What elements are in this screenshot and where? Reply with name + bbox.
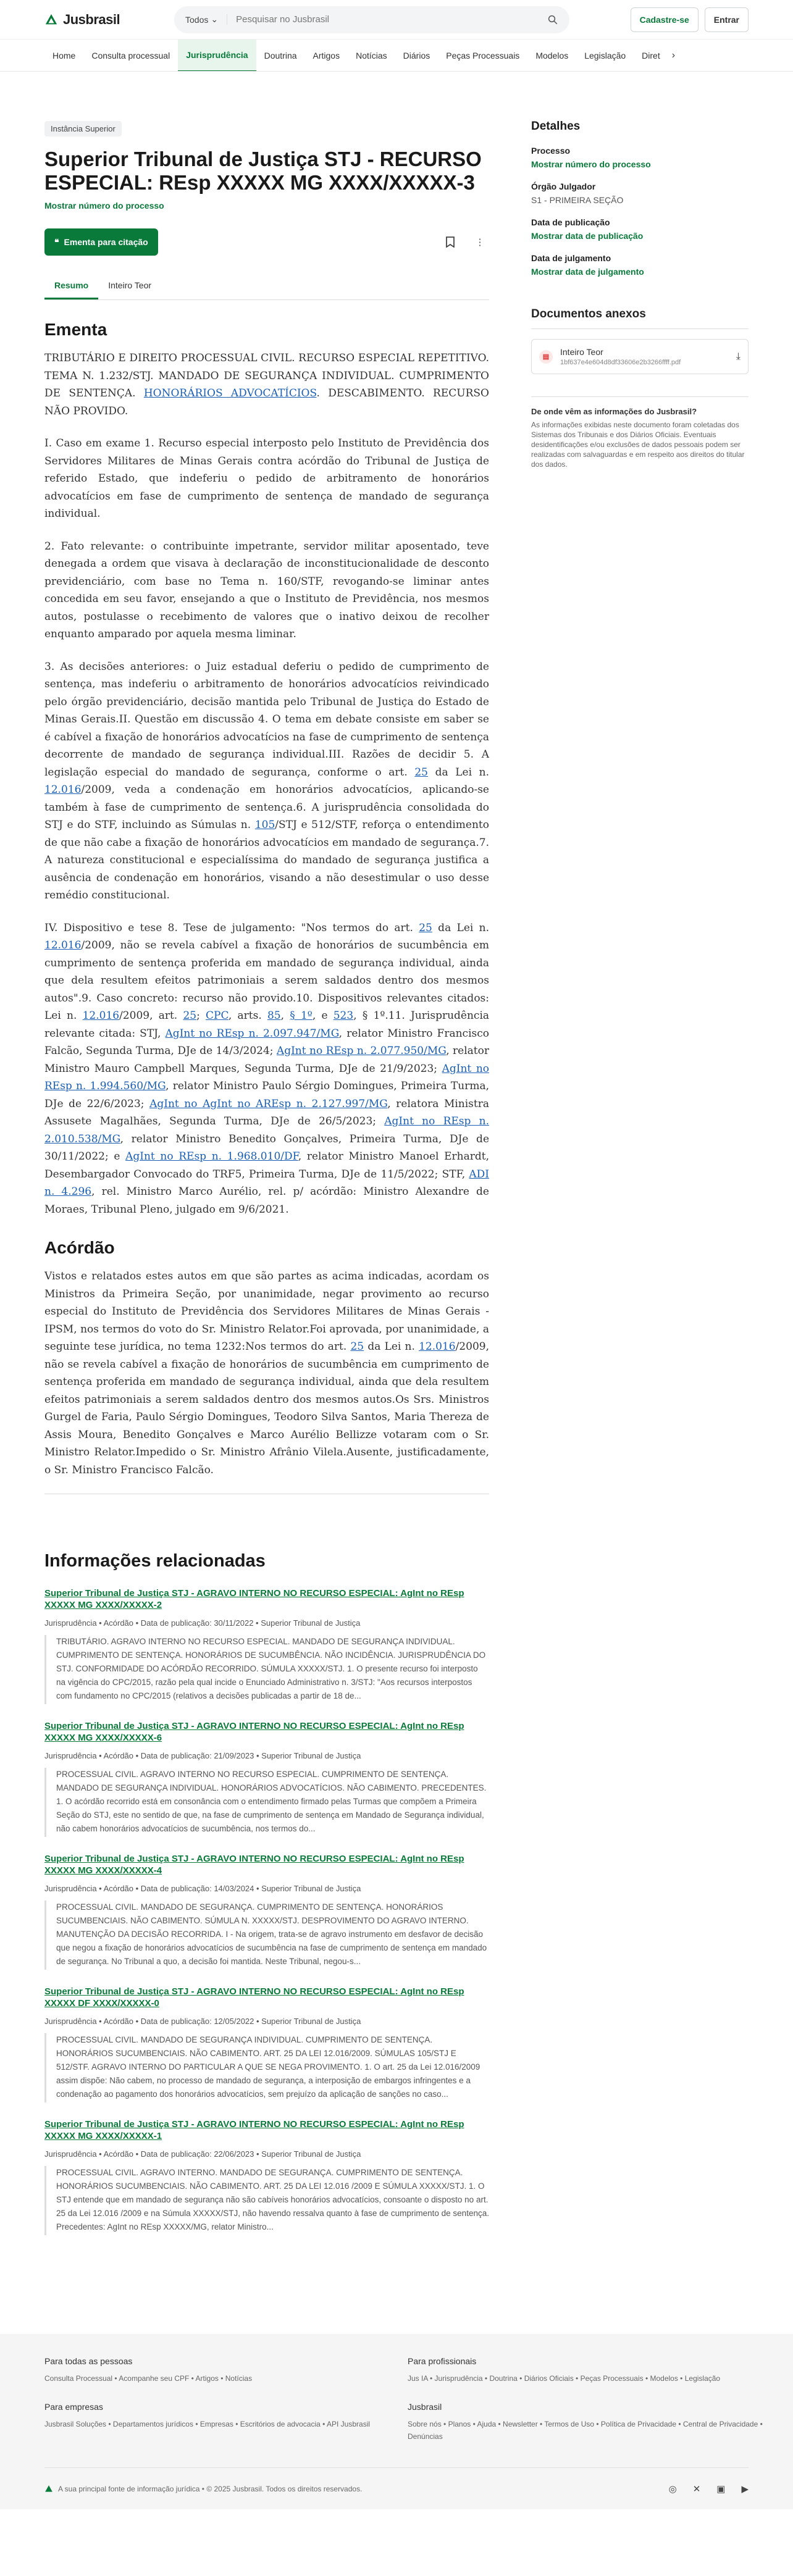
related-item-title[interactable]: Superior Tribunal de Justiça STJ - AGRAVO INTERNO NO RECURSO ESPECIAL: AgInt no REsp XXXXX MG XXXX/XXXXX-6 bbox=[44, 1721, 464, 1743]
tab-inteiro-teor[interactable]: Inteiro Teor bbox=[108, 280, 152, 290]
footer-col-title: Para profissionais bbox=[408, 2356, 477, 2366]
cite-ementa-button[interactable] bbox=[44, 228, 158, 256]
inline-link[interactable]: AgInt no REsp n. 1.994.560/MG bbox=[44, 1062, 490, 1092]
related-item-meta: Jurisprudência • Acórdão • Data de publicação: 14/03/2024 • Superior Tribunal de Justiça bbox=[44, 1884, 361, 1893]
ementa-paragraph: I. Caso em exame 1. Recurso especial interposto pelo Instituto de Previdência dos Servidores Militares de Minas Gerais contra acórdão do Tribunal de Justiça de referido Estado, que indeferiu o pedido de arbitramento de honorários advocatícios em fase de cumprimento de sentença de mandado de segurança individual. bbox=[44, 437, 489, 520]
main-content bbox=[44, 72, 489, 2251]
footer-links[interactable]: Jusbrasil Soluções • Departamentos jurídicos • Empresas • Escritórios de advocacia • API Jusbrasil bbox=[44, 2420, 371, 2428]
inline-link[interactable]: AgInt no AgInt no AREsp n. 2.127.997/MG bbox=[149, 1097, 388, 1110]
page-title: Superior Tribunal de Justiça STJ - RECURSO ESPECIAL: REsp XXXXX MG XXXX/XXXXX-3 bbox=[44, 148, 482, 194]
related-item-snippet: PROCESSUAL CIVIL. AGRAVO INTERNO. MANDADO DE SEGURANÇA. CUMPRIMENTO DE SENTENÇA. HONORÁRIOS SUCUMBENCIAIS. NÃO CABIMENTO. ART. 25 DA LEI 12.016 /2009 E SÚMULA XXXXX/STJ. 1. O STJ entende que em mandado de segurança não são cabíveis honorários advocatícios, consoante o disposto no art. 25 da Lei 12.016 /2009 e na Súmula XXXXX/STJ, não havendo ressalva quanto à fase de cumprimento de sentença. Precedentes: AgInt no REsp XXXXX/MG, relator Ministro... bbox=[44, 2166, 489, 2235]
bookmark-icon[interactable] bbox=[441, 233, 459, 251]
linkedin-icon[interactable]: ▣ bbox=[716, 2483, 726, 2494]
related-item-title[interactable]: Superior Tribunal de Justiça STJ - AGRAVO INTERNO NO RECURSO ESPECIAL: AgInt no REsp XXXXX MG XXXX/XXXXX-1 bbox=[44, 2119, 464, 2141]
related-item bbox=[44, 1853, 489, 1970]
search-icon[interactable] bbox=[547, 14, 558, 25]
details-heading: Detalhes bbox=[531, 120, 581, 133]
ementa-paragraph: TRIBUTÁRIO E DIREITO PROCESSUAL CIVIL. RECURSO ESPECIAL REPETITIVO. TEMA N. 1.232/STJ. MANDADO DE SEGURANÇA INDIVIDUAL. CUMPRIMENTO DE SENTENÇA. HONORÁRIOS ADVOCATÍCIOS. DESCABIMENTO. RECURSO NÃO PROVIDO. bbox=[44, 352, 489, 417]
related-item bbox=[44, 1587, 489, 1704]
inline-link[interactable]: AgInt no REsp n. 2.077.950/MG bbox=[276, 1045, 447, 1057]
nav-item-artigos[interactable]: Artigos bbox=[313, 50, 340, 61]
youtube-icon[interactable]: ▶ bbox=[741, 2483, 749, 2494]
acordao-paragraph: Vistos e relatados estes autos em que são partes as acima indicadas, acordam os Ministros da Primeira Seção, por unanimidade, negar provimento ao recurso especial do Instituto de Previdência dos Servidores Militares de Minas Gerais - IPSM, nos termos do voto do Sr. Ministro Relator.Foi aprovada, por unanimidade, a seguinte tese jurídica, no tema 1232:Nos termos do art. 25 da Lei n. 12.016/2009, não se revela cabível a fixação de honorários de sucumbência em cumprimento de sentença proferida em mandado de segurança individual, ainda que dela resultem efeitos patrimoniais a serem saldados dentro dos mesmos autos.Os Srs. Ministros Gurgel de Faria, Paulo Sérgio Domingues, Teodoro Silva Santos, Maria Thereza de Assis Moura, Benedito Gonçalves e Marco Aurélio Bellizze votaram com o Sr. Ministro Relator.Impedido o Sr. Ministro Afrânio Vilela.Ausente, justificadamente, o Sr. Ministro Francisco Falcão. bbox=[44, 1270, 489, 1476]
inline-link[interactable]: § 1º bbox=[290, 1010, 313, 1022]
logo-text: Jusbrasil bbox=[63, 11, 120, 27]
nav-item-pecas[interactable]: Peças Processuais bbox=[446, 50, 520, 61]
related-item bbox=[44, 1720, 489, 1837]
inline-link[interactable]: 523 bbox=[333, 1010, 354, 1022]
judgment-date-label: Data de julgamento bbox=[531, 253, 611, 263]
ementa-heading: Ementa bbox=[44, 320, 107, 339]
quote-icon: ❝ bbox=[54, 236, 59, 247]
nav-item-diarios[interactable]: Diários bbox=[403, 50, 430, 61]
footer-bottom bbox=[44, 2467, 749, 2509]
cite-ementa-label: Ementa para citação bbox=[64, 237, 148, 247]
inline-link[interactable]: 25 bbox=[350, 1340, 364, 1353]
attachment-filename: 1bf637e4e604d8df33606e2b3266ffff.pdf bbox=[560, 359, 681, 366]
footer-links[interactable]: Sobre nós • Planos • Ajuda • Newsletter • Termos de Uso • Política de Privacidade • Central de Privacidade • Denúncias bbox=[408, 2420, 763, 2441]
related-item bbox=[44, 2118, 489, 2235]
login-button[interactable]: Entrar bbox=[705, 7, 749, 32]
inline-link[interactable]: 12.016 bbox=[44, 939, 82, 951]
inline-link[interactable]: 85 bbox=[267, 1010, 281, 1022]
nav-item-noticias[interactable]: Notícias bbox=[356, 50, 387, 61]
attachment-name: Inteiro Teor bbox=[560, 347, 603, 357]
jusbrasil-logo-icon bbox=[44, 2485, 53, 2493]
related-item-title[interactable]: Superior Tribunal de Justiça STJ - AGRAVO INTERNO NO RECURSO ESPECIAL: AgInt no REsp XXXXX MG XXXX/XXXXX-4 bbox=[44, 1854, 464, 1876]
inline-link[interactable]: 12.016 bbox=[82, 1010, 120, 1022]
instance-badge: Instância Superior bbox=[44, 121, 122, 136]
inline-link[interactable]: ADI n. 4.296 bbox=[44, 1168, 489, 1198]
inline-link[interactable]: 12.016 bbox=[419, 1340, 456, 1353]
attachment-card[interactable] bbox=[531, 339, 749, 374]
related-item-meta: Jurisprudência • Acórdão • Data de publicação: 21/09/2023 • Superior Tribunal de Justiça bbox=[44, 1751, 361, 1760]
footer-col-title: Para todas as pessoas bbox=[44, 2356, 133, 2366]
related-item-snippet: PROCESSUAL CIVIL. AGRAVO INTERNO NO RECURSO ESPECIAL. CUMPRIMENTO DE SENTENÇA. MANDADO DE SEGURANÇA INDIVIDUAL. HONORÁRIOS ADVOCATÍCIOS. NÃO CABIMENTO. PRECEDENTES. 1. O acórdão recorrido está em consonância com o entendimento firmado pelas Turmas que compõem a Primeira Seção do STJ, este no sentido de que, na fase de cumprimento de sentença em Mandado de Segurança individual, não cabem honorários advocatícios de sucumbência, nos termos do... bbox=[44, 1768, 489, 1837]
nav-item-diretorio[interactable]: Diret bbox=[642, 50, 660, 61]
jusbrasil-logo-icon bbox=[44, 13, 58, 27]
copyright-text: A sua principal fonte de informação jurídica • © 2025 Jusbrasil. Todos os direitos reservados. bbox=[58, 2484, 363, 2493]
show-publication-date-link[interactable]: Mostrar data de publicação bbox=[531, 231, 644, 241]
pdf-icon: ▤ bbox=[539, 350, 553, 364]
inline-link[interactable]: AgInt no REsp n. 2.097.947/MG bbox=[165, 1027, 339, 1040]
inline-link[interactable]: 25 bbox=[183, 1010, 197, 1022]
inline-link[interactable]: 25 bbox=[414, 766, 428, 779]
footer-col-title: Para empresas bbox=[44, 2402, 103, 2412]
orgao-label: Órgão Julgador bbox=[531, 182, 596, 191]
nav-item-legislacao[interactable]: Legislação bbox=[584, 50, 626, 61]
inline-link[interactable]: AgInt no REsp n. 2.010.538/MG bbox=[44, 1115, 490, 1145]
logo[interactable] bbox=[44, 12, 174, 28]
related-item-title[interactable]: Superior Tribunal de Justiça STJ - AGRAVO INTERNO NO RECURSO ESPECIAL: AgInt no REsp XXXXX MG XXXX/XXXXX-2 bbox=[44, 1588, 464, 1610]
related-item-snippet: PROCESSUAL CIVIL. MANDADO DE SEGURANÇA. CUMPRIMENTO DE SENTENÇA. HONORÁRIOS SUCUMBENCIAIS. NÃO CABIMENTO. SÚMULA N. XXXXX/STJ. DESPROVIMENTO DO AGRAVO INTERNO. MANUTENÇÃO DA DECISÃO RECORRIDA. I - Na origem, trata-se de agravo instrumento em desfavor de decisão que negou a fixação de honorários advocatícios de sucumbência na fase de cumprimento de sentença em mandado de segurança. No Tribunal a quo, a decisão foi mantida. Neste Tribunal, negou-s... bbox=[44, 1901, 489, 1970]
inline-link[interactable]: HONORÁRIOS ADVOCATÍCIOS bbox=[143, 387, 317, 399]
orgao-value: S1 - PRIMEIRA SEÇÃO bbox=[531, 195, 624, 205]
main-nav bbox=[0, 40, 793, 72]
related-item-meta: Jurisprudência • Acórdão • Data de publicação: 12/05/2022 • Superior Tribunal de Justiça bbox=[44, 2017, 361, 2026]
attachments-heading: Documentos anexos bbox=[531, 307, 749, 329]
related-item-meta: Jurisprudência • Acórdão • Data de publicação: 22/06/2023 • Superior Tribunal de Justiça bbox=[44, 2149, 361, 2159]
instagram-icon[interactable]: ◎ bbox=[668, 2483, 677, 2494]
search-scope-label: Todos bbox=[185, 14, 209, 25]
ementa-paragraph: 3. As decisões anteriores: o Juiz estadual deferiu o pedido de cumprimento de sentença, mas indeferiu o arbitramento de honorários advocatícios reivindicado pelo órgão previdenciário, decisão mantida pelo Tribunal de Justiça do Estado de Minas Gerais.II. Questão em discussão 4. O tema em debate consiste em saber se é cabível a fixação de honorários advocatícios na fase de cumprimento de sentença decorrente de mandado de segurança individual.III. Razões de decidir 5. A legislação especial do mandado de segurança, conforme o art. 25 da Lei n. 12.016/2009, veda a condenação em honorários advocatícios, aplicando-se também à fase de cumprimento de sentença.6. A jurisprudência consolidada do STJ e do STF, incluindo as Súmulas n. 105/STJ e 512/STF, reforça o entendimento de que não cabe a fixação de honorários advocatícios em mandado de segurança.7. A natureza constitucional e especialíssima do mandado de segurança justifica a ausência de condenação em honorários, visando a não desestimular o uso desse remédio constitucional. bbox=[44, 660, 490, 901]
related-item-meta: Jurisprudência • Acórdão • Data de publicação: 30/11/2022 • Superior Tribunal de Justiça bbox=[44, 1618, 361, 1628]
doc-tabs bbox=[44, 274, 489, 300]
processo-label: Processo bbox=[531, 146, 571, 156]
top-header bbox=[0, 0, 793, 40]
inline-link[interactable]: 25 bbox=[419, 921, 432, 934]
search-bar bbox=[174, 6, 569, 33]
show-process-number-link[interactable]: Mostrar número do processo bbox=[44, 201, 164, 211]
inline-link[interactable]: 105 bbox=[254, 819, 275, 831]
related-heading: Informações relacionadas bbox=[44, 1551, 266, 1571]
more-options-icon[interactable]: ⋮ bbox=[475, 237, 485, 248]
acordao-body bbox=[44, 1268, 489, 1479]
show-judgment-date-link[interactable]: Mostrar data de julgamento bbox=[531, 267, 644, 277]
details-sidebar bbox=[531, 72, 749, 2251]
footer-links[interactable]: Jus IA • Jurisprudência • Doutrina • Diários Oficiais • Peças Processuais • Modelos • Legislação bbox=[408, 2374, 721, 2383]
acordao-heading: Acórdão bbox=[44, 1238, 115, 1257]
nav-item-consulta[interactable]: Consulta processual bbox=[91, 50, 170, 61]
source-answer: As informações exibidas neste documento foram coletadas dos Sistemas dos Tribunais e dos Diários Oficiais. Eventuais desidentificações e/ou exclusões de dados pessoais podem ser realizadas com salvaguardas e em respeito aos direitos do titular dos dados. bbox=[531, 420, 745, 469]
download-icon[interactable]: ⤓ bbox=[736, 351, 741, 362]
inline-link[interactable]: 12.016 bbox=[44, 784, 82, 796]
nav-item-home[interactable]: Home bbox=[52, 50, 76, 61]
nav-item-jurisprudencia[interactable]: Jurisprudência bbox=[178, 40, 256, 72]
tab-resumo[interactable]: Resumo bbox=[44, 274, 98, 299]
ementa-paragraph: 2. Fato relevante: o contribuinte impetrante, servidor militar aposentado, teve denegada a ordem que visava à declaração de inconstitucionalidade de desconto previdenciário, com base no Tema n. 160/STF, revogando-se liminar antes concedida em seu favor, ensejando a que o Instituto de Previdência, nos mesmos autos, postulasse o recebimento de valores que o inativo deixou de recolher enquanto amparado por aquela mesma liminar. bbox=[44, 540, 489, 640]
nav-scroll-right-icon[interactable]: › bbox=[671, 49, 676, 61]
nav-item-modelos[interactable]: Modelos bbox=[535, 50, 569, 61]
ementa-paragraph: IV. Dispositivo e tese 8. Tese de julgamento: "Nos termos do art. 25 da Lei n. 12.016/2009, não se revela cabível a fixação de honorários de sucumbência em cumprimento de sentença proferida em mandado de segurança individual, ainda que dela resultem efeitos patrimoniais a serem saldados dentro dos mesmos autos".9. Caso concreto: recurso não provido.10. Dispositivos relevantes citados: Lei n. 12.016/2009, art. 25; CPC, arts. 85, § 1º, e 523, § 1º.11. Jurisprudência relevante citada: STJ, AgInt no REsp n. 2.097.947/MG, relator Ministro Francisco Falcão, Segunda Turma, DJe de 14/3/2024; AgInt no REsp n. 2.077.950/MG, relator Ministro Mauro Campbell Marques, Segunda Turma, DJe de 21/9/2023; AgInt no REsp n. 1.994.560/MG, relator Ministro Paulo Sérgio Domingues, Primeira Turma, DJe de 22/6/2023; AgInt no AgInt no AREsp n. 2.127.997/MG, relatora Ministra Assusete Magalhães, Segunda Turma, DJe de 26/5/2023; AgInt no REsp n. 2.010.538/MG, relator Ministro Benedito Gonçalves, Primeira Turma, DJe de 30/11/2022; e AgInt no REsp n. 1.968.010/DF, relator Ministro Manoel Erhardt, Desembargador Convocado do TRF5, Primeira Turma, DJe de 11/5/2022; STF, ADI n. 4.296, rel. Ministro Marco Aurélio, rel. p/ acórdão: Ministro Alexandre de Moraes, Tribunal Pleno, julgado em 9/6/2021. bbox=[44, 921, 490, 1216]
related-item-snippet: PROCESSUAL CIVIL. MANDADO DE SEGURANÇA INDIVIDUAL. CUMPRIMENTO DE SENTENÇA. HONORÁRIOS SUCUMBENCIAIS. NÃO CABIMENTO. ART. 25 DA LEI 12.016/2009. SÚMULAS 105/STJ E 512/STF. AGRAVO INTERNO DO PARTICULAR A QUE SE NEGA PROVIMENTO. 1. O art. 25 da Lei 12.016/2009 assim dispõe: Não cabem, no processo de mandado de segurança, a interposição de embargos infringentes e a condenação ao pagamento dos honorários advocatícios, sem prejuízo da aplicação de sanções no caso... bbox=[44, 2033, 489, 2102]
x-icon[interactable]: ✕ bbox=[692, 2483, 701, 2494]
search-scope-select[interactable] bbox=[185, 14, 227, 25]
inline-link[interactable]: AgInt no REsp n. 1.968.010/DF bbox=[125, 1150, 298, 1163]
ementa-body bbox=[44, 349, 489, 1218]
nav-item-doutrina[interactable]: Doutrina bbox=[264, 50, 297, 61]
inline-link[interactable]: CPC bbox=[206, 1010, 229, 1022]
related-item bbox=[44, 1986, 489, 2102]
footer-col-title: Jusbrasil bbox=[408, 2402, 442, 2412]
source-info bbox=[531, 396, 749, 469]
show-process-number-side-link[interactable]: Mostrar número do processo bbox=[531, 159, 651, 169]
related-item-title[interactable]: Superior Tribunal de Justiça STJ - AGRAVO INTERNO NO RECURSO ESPECIAL: AgInt no REsp XXXXX DF XXXX/XXXXX-0 bbox=[44, 1986, 464, 2009]
footer bbox=[0, 2334, 793, 2509]
footer-links[interactable]: Consulta Processual • Acompanhe seu CPF • Artigos • Notícias bbox=[44, 2374, 253, 2383]
chevron-down-icon: ⌄ bbox=[211, 14, 219, 24]
signup-button[interactable]: Cadastre-se bbox=[631, 7, 699, 32]
search-input[interactable] bbox=[236, 14, 539, 25]
source-question: De onde vêm as informações do Jusbrasil? bbox=[531, 407, 697, 416]
related-item-snippet: TRIBUTÁRIO. AGRAVO INTERNO NO RECURSO ESPECIAL. MANDADO DE SEGURANÇA INDIVIDUAL. CUMPRIMENTO DE SENTENÇA. HONORÁRIOS DE SUCUMBÊNCIA. NÃO INCIDÊNCIA. JURISPRUDÊNCIA DO STJ. CONFORMIDADE DO ACÓRDÃO RECORRIDO. SÚMULA XXXXX/STJ. 1. O presente recurso foi interposto na vigência do CPC/2015, razão pela qual incide o Enunciado Administrativo n. 3/STJ: "Aos recursos interpostos com fundamento no CPC/2015 (relativos a decisões publicadas a partir de 18 de... bbox=[44, 1635, 489, 1704]
publication-date-label: Data de publicação bbox=[531, 217, 610, 227]
